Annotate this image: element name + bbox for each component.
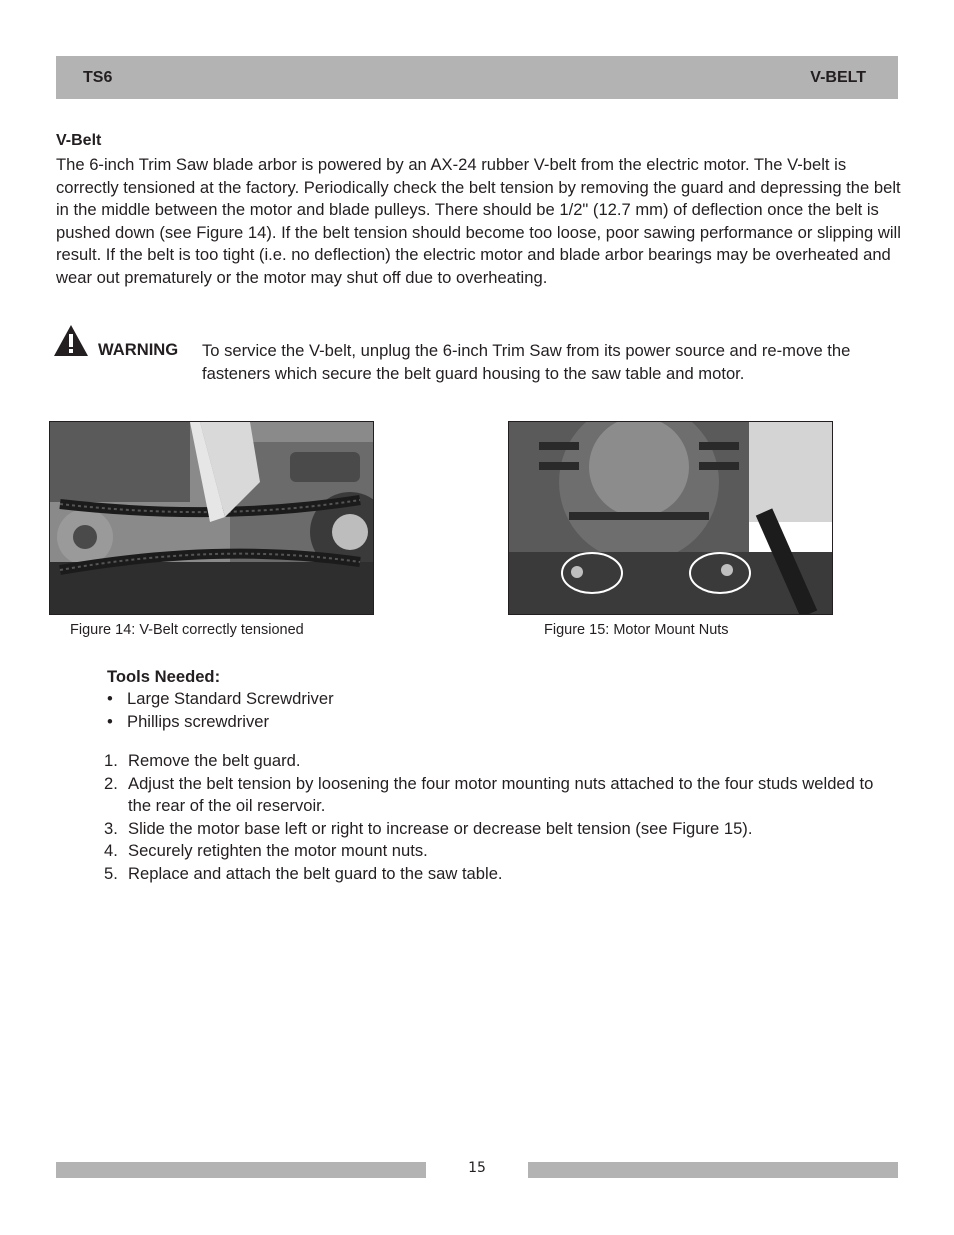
- step-text: Adjust the belt tension by loosening the four motor mounting nuts attached to the four studs welded to the rear of the oil reservoir.: [128, 773, 874, 816]
- tool-label: Phillips screwdriver: [127, 711, 270, 731]
- intro-paragraph: The 6-inch Trim Saw blade arbor is powered by an AX-24 rubber V-belt from the electric motor. The V-belt is correctly tensioned at the factory. Periodically check the belt tension by removing the guard and depressing the belt in the middle between the motor and blade pulleys. There should be 1/2" (12.7 mm) of deflection once the belt is pushed down (see Figure 14). If the belt tension should become too loose, poor sawing performance or slipping will result. If the belt is too tight (i.e. no deflection) the electric motor and blade arbor bearings may be overheated and wear out prematurely or the motor may shut off due to overheating.: [56, 155, 901, 287]
- page-number: 15: [468, 1160, 486, 1176]
- tools-list: [107, 688, 334, 733]
- footer-bar-right: [528, 1162, 898, 1178]
- header-section: V-BELT: [810, 69, 866, 86]
- header-model: TS6: [83, 69, 113, 86]
- steps-list: [104, 750, 894, 886]
- section-title: V-Belt: [56, 132, 102, 149]
- step-number: 3.: [104, 818, 118, 838]
- bullet: •: [107, 689, 113, 708]
- tools-title: Tools Needed:: [107, 667, 221, 686]
- list-item: [104, 750, 894, 773]
- list-item: [104, 840, 894, 863]
- warning-label: WARNING: [98, 340, 179, 359]
- figure-15-image: [508, 421, 833, 615]
- step-number: 2.: [104, 773, 118, 793]
- step-number: 5.: [104, 863, 118, 883]
- warning-triangle-icon: [53, 324, 89, 357]
- list-item: [107, 711, 334, 734]
- figure-14-image: [49, 421, 374, 615]
- footer-bar-left: [56, 1162, 426, 1178]
- step-text: Replace and attach the belt guard to the saw table.: [128, 863, 503, 883]
- list-item: [104, 818, 894, 841]
- tool-label: Large Standard Screwdriver: [127, 689, 334, 708]
- figure-14-caption: Figure 14: V-Belt correctly tensioned: [70, 622, 304, 638]
- step-text: Securely retighten the motor mount nuts.: [128, 841, 428, 861]
- figure-15-caption: Figure 15: Motor Mount Nuts: [544, 622, 729, 638]
- list-item: [104, 863, 894, 886]
- bullet: •: [107, 711, 113, 731]
- step-number: 1.: [104, 751, 118, 770]
- warning-text: To service the V-belt, unplug the 6-inch Trim Saw from its power source and re-move the fasteners which secure the belt guard housing to the saw table and motor.: [202, 341, 851, 383]
- list-item: [107, 688, 334, 711]
- header-bar: [56, 56, 898, 99]
- step-number: 4.: [104, 841, 118, 861]
- list-item: [104, 773, 894, 818]
- step-text: Slide the motor base left or right to increase or decrease belt tension (see Figure 15).: [128, 818, 753, 838]
- step-text: Remove the belt guard.: [128, 751, 301, 770]
